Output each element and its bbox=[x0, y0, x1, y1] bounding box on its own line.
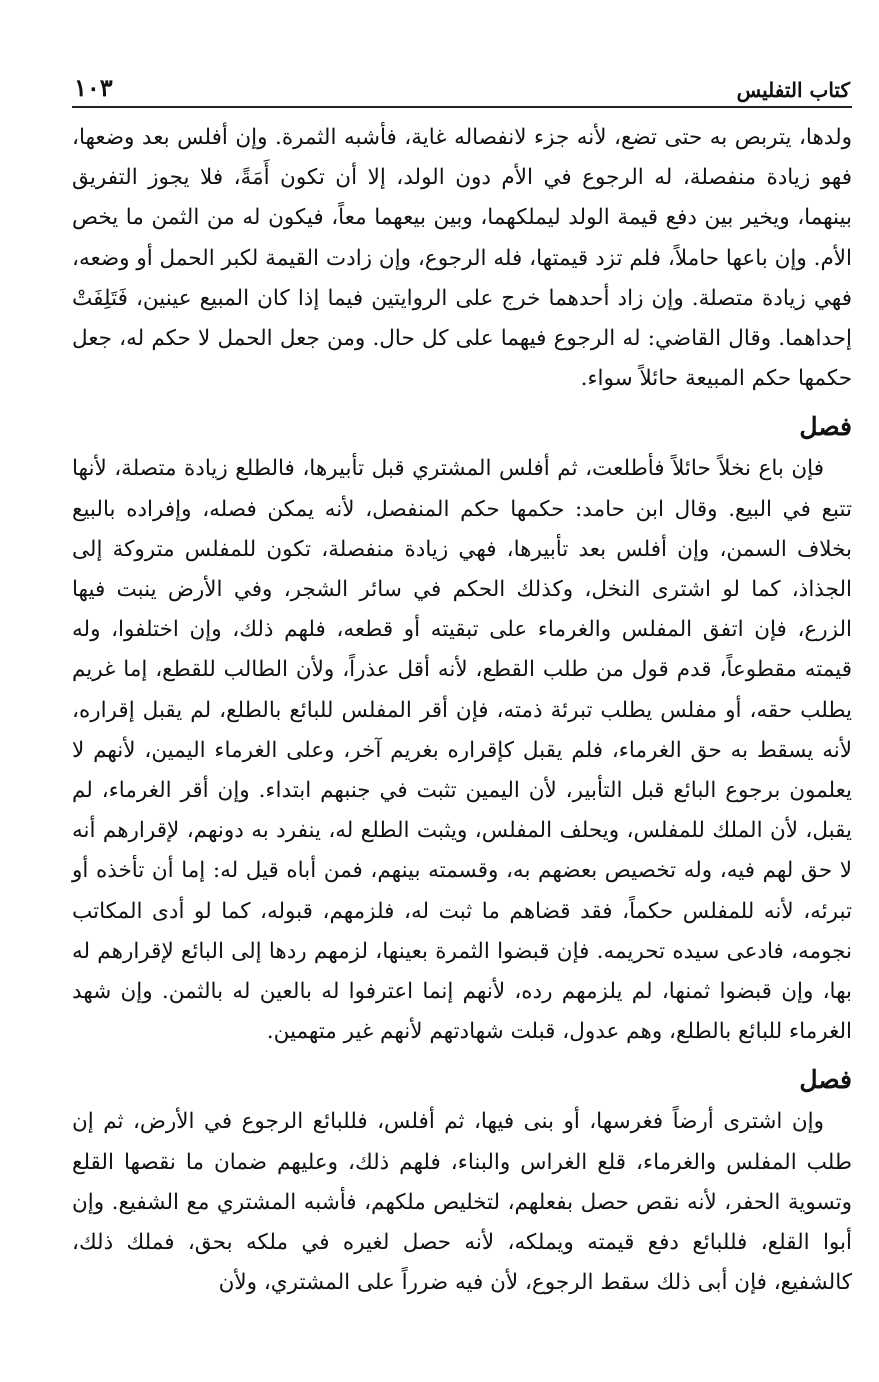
section-1-body: فإن باع نخلاً حائلاً فأطلعت، ثم أفلس المشتري قبل تأبيرها، فالطلع زيادة متصلة، لأنها تتبع في البيع. وقال ابن حامد: حكمها حكم المنفصل، لأنه يمكن فصله، وإفراده بالبيع بخلاف السمن، وإن أفلس بعد تأبيرها، فهي زيادة منفصلة، تكون للمفلس متروكة إلى الجذاذ، كما لو اشترى النخل، وكذلك الحكم في سائر الشجر، وفي الأرض ينبت فيها الزرع، فإن اتفق المفلس والغرماء على تبقيته أو قطعه، فلهم ذلك، وإن اختلفوا، وله قيمته مقطوعاً، قدم قول من طلب القطع، لأنه أقل عذراً، ولأن الطالب للقطع، إما غريم يطلب حقه، أو مفلس يطلب تبرئة ذمته، فإن أقر المفلس للبائع بالطلع، لم يقبل إقراره، لأنه يسقط به حق الغرماء، فلم يقبل كإقراره بغريم آخر، وعلى الغرماء اليمين، لأنهم لا يعلمون برجوع البائع قبل التأبير، لأن اليمين تثبت في جنبهم ابتداء. وإن أقر الغرماء، لم يقبل، لأن الملك للمفلس، ويحلف المفلس، ويثبت الطلع له، ينفرد به دونهم، لإقرارهم أنه لا حق لهم فيه، وله تخصيص بعضهم به، وقسمته بينهم، فمن أباه قيل له: إما أن تأخذه أو تبرئه، لأنه للمفلس حكماً، فقد قضاهم ما ثبت له، فلزمهم، قبوله، كما لو أدى المكاتب نجومه، فادعى سيده تحريمه. فإن قبضوا الثمرة بعينها، لزمهم ردها إلى البائع لإقرارهم له بها، وإن قبضوا ثمنها، لم يلزمهم رده، لأنهم إنما اعترفوا له بالعين له بالثمن. وإن شهد الغرماء للبائع بالطلع، وهم عدول، قبلت شهادتهم لأنهم غير متهمين. bbox=[72, 456, 853, 1045]
book-chapter-title: كتاب التفليس bbox=[736, 78, 850, 102]
section-2-body: وإن اشترى أرضاً فغرسها، أو بنى فيها، ثم أفلس، فللبائع الرجوع في الأرض، ثم إن طلب المفلس والغرماء، قلع الغراس والبناء، فلهم ذلك، وعليهم ضمان ما نقصها القلع وتسوية الحفر، لأنه نقص حصل بفعلهم، لتخليص ملكهم، فأشبه المشتري مع الشفيع. وإن أبوا القلع، فللبائع دفع قيمته ويملكه، لأنه حصل لغيره في ملكه بحق، فملك ذلك، كالشفيع، فإن أبى ذلك سقط الرجوع، لأن فيه ضرراً على المشتري، ولأن bbox=[72, 1109, 852, 1296]
running-header bbox=[72, 58, 852, 108]
section-heading-1: فصل bbox=[799, 412, 852, 442]
section-heading-2: فصل bbox=[799, 1065, 852, 1095]
document-page bbox=[72, 58, 852, 1303]
paragraph-continued: ولدها، يتربص به حتى تضع، لأنه جزء لانفصاله غاية، فأشبه الثمرة. وإن أفلس بعد وضعها، فهو زيادة منفصلة، له الرجوع في الأم دون الولد، إلا أن تكون أَمَةً، فلا يجوز التفريق بينهما، ويخير بين دفع قيمة الولد ليملكهما، وبين بيعهما معاً، فيكون له من الثمن ما يخص الأم. وإن باعها حاملاً، فلم تزد قيمتها، فله الرجوع، وإن زادت القيمة لكبر الحمل أو وضعه، فهي زيادة متصلة. وإن زاد أحدهما خرج على الروايتين فيما إذا كان المبيع عينين، فَتَلِفَتْ إحداهما. وقال القاضي: له الرجوع فيهما على كل حال. ومن جعل الحمل لا حكم له، جعل حكمها حكم المبيعة حائلاً سواء. bbox=[72, 125, 852, 392]
page-number: ١٠٣ bbox=[74, 73, 113, 102]
